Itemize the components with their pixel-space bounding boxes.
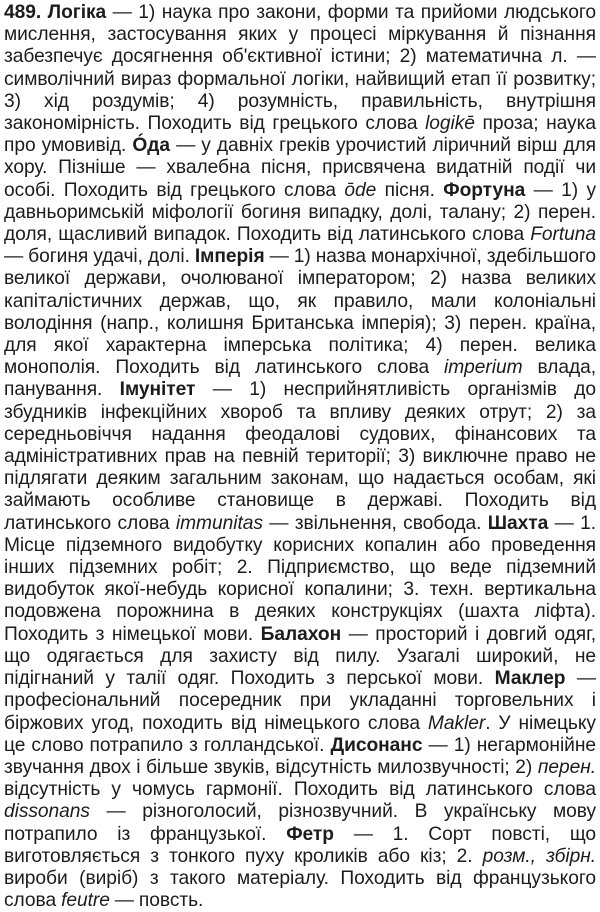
- entry-definition-text: — різноголосий, різнозвучний. В українську мову потрапило із французької.: [4, 801, 596, 845]
- exercise-number: 489.: [4, 2, 42, 23]
- dictionary-entry: [4, 2, 596, 156]
- entry-headword: Балахон: [260, 623, 342, 645]
- entry-definition-text: . У німецьку це слово потрапило з голландської.: [4, 712, 596, 756]
- entry-definition-text: — професіональний посередник при укладанні торговельних і біржових угод, походить від німецького слова: [4, 668, 597, 734]
- exercise-text: [4, 0, 596, 912]
- entry-definition-text: — просторий і довгий одяг, що одягається для захисту від пилу. Узагалі широкий, не підігнаний у талії одяг. Походить з перської мови.: [4, 623, 596, 690]
- entry-definition-text: — 1) несприйнятливість організмів до збудників інфекційних хвороб та впливу деяких отрут; 2) за середньовіччя надання феодалові судових, фінансових та адміністративних прав на певній території; 3) виключне право не підлягати деяким загальним законам, що надається особам, які займають особливе становище в державі. Походить від латинського слова: [4, 379, 596, 534]
- entry-definition-text: відсутність у чомусь гармонії. Походить від латинського слова: [4, 779, 596, 801]
- entry-italic-term: Makler: [427, 712, 486, 734]
- entry-definition-text: проза; наука про умовивід.: [4, 113, 596, 157]
- dictionary-entry: [4, 379, 596, 533]
- entry-headword: Óда: [132, 135, 171, 157]
- entry-italic-term: ōde: [344, 179, 377, 201]
- entry-italic-term: Fortuna: [530, 224, 596, 246]
- entry-definition-text: пісня.: [376, 179, 444, 201]
- entry-headword: Дисонанс: [330, 734, 423, 756]
- entry-headword: Логіка: [47, 2, 107, 23]
- entry-definition-text: — 1) негармонійне звучання двох і більше звуків, відсутність милозвучності; 2): [4, 734, 596, 778]
- entry-definition-text: — 1. Сорт повсті, що виготовляється з тонкого пуху кроликів або кіз; 2.: [4, 823, 596, 867]
- entry-definition-text: — 1) назва монархічної, здебільшого великої держави, очолюваної імператором; 2) назва великих капіталістичних держав, що, як правило, мали колоніальні володіння (напр., колишня Британська імперія); 3) перен. країна, для якої характерна імперська політика; 4) перен. велика монополія. Походить від латинського слова: [4, 246, 596, 379]
- entries: [4, 2, 596, 911]
- entry-definition-text: — 1. Місце підземного видобутку корисних копалин або проведення інших підземних робіт; 2. Підприємство, що веде підземний видобуток якої-небудь корисної копалини; 3. техн. вертикальна подовжена порожнина в деяких конструкціях (шахта ліфта). Походить з німецької мови.: [4, 512, 596, 645]
- entry-italic-term: feutre: [61, 890, 110, 912]
- entry-definition-text: — повсть.: [109, 890, 204, 912]
- entry-italic-term: imperium: [444, 357, 523, 379]
- entry-italic-term: logikē: [425, 113, 475, 135]
- entry-headword: Фетр: [286, 823, 334, 845]
- entry-definition-text: вироби (виріб) з такого матеріалу. Походить від французького слова: [4, 867, 596, 912]
- entry-italic-term: dissonans: [4, 801, 90, 823]
- entry-headword: Імперія: [194, 246, 265, 268]
- entry-definition-text: — 1) наука про закони, форми та прийоми людського мислення, застосування яких у процесі міркування й пізнання забезпечує досягнення об'єктивної істини; 2) математична л. — символічний вираз формальної логіки, найвищий етап її розвитку; 3) хід роздумів; 4) розумність, правильність, внутрішня закономірність. Походить від грецького слова: [4, 2, 596, 135]
- document-page: [4, 0, 597, 912]
- entry-definition-text: — у давніх греків урочистий ліричний вірш для хору. Пізніше — хвалебна пісня, присвячена видатній події чи особі. Походить від грецького слова: [4, 135, 596, 201]
- entry-headword: Фортуна: [443, 179, 526, 201]
- entry-definition-text: — 1) у давньоримській міфології богиня випадку, долі, талану; 2) перен. доля, щасливий випадок. Походить від латинського слова: [4, 179, 596, 246]
- entry-headword: Імунітет: [119, 379, 196, 401]
- entry-definition-text: — звільнення, свобода.: [262, 512, 488, 534]
- dictionary-entry: [4, 246, 596, 400]
- entry-italic-term: immunitas: [175, 512, 263, 534]
- entry-headword: Маклер: [494, 668, 566, 690]
- entry-headword: Шахта: [487, 512, 549, 534]
- entry-italic-term: розм., збірн.: [482, 845, 596, 867]
- entry-definition-text: влада, панування.: [4, 357, 596, 401]
- entry-italic-term: перен.: [537, 756, 596, 778]
- entry-definition-text: — богиня удачі, долі.: [4, 246, 195, 268]
